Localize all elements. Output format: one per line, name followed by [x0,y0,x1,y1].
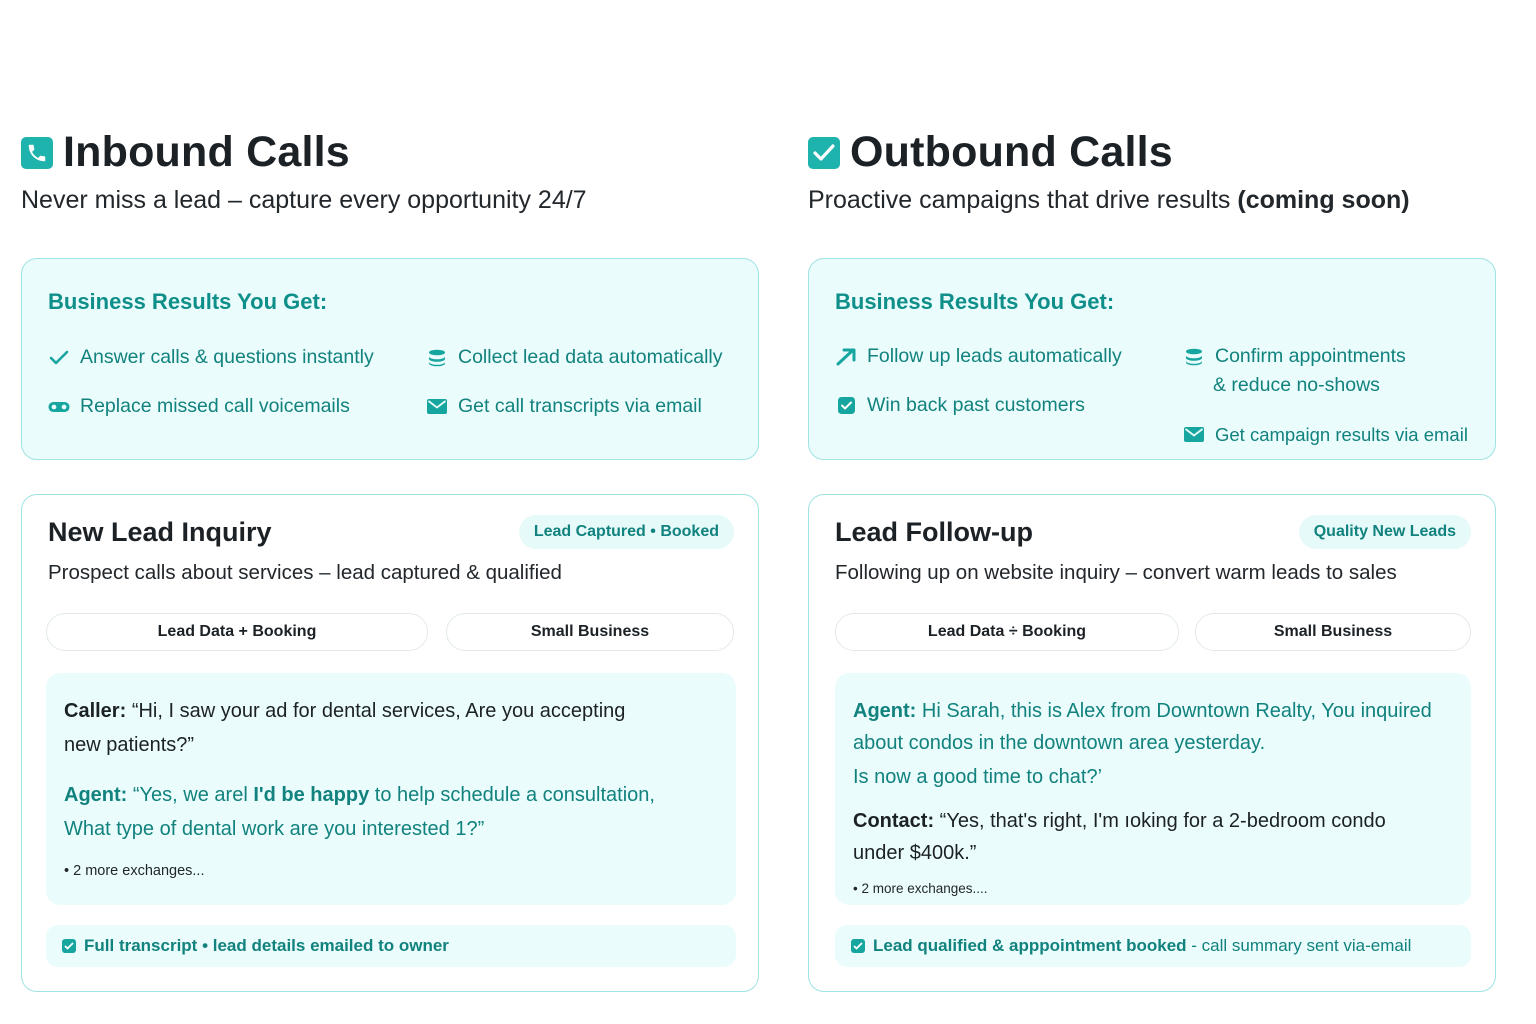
result-item: Get campaign results via email [1183,420,1468,449]
more-exchanges-link[interactable]: • 2 more exchanges.... [853,881,988,896]
mail-icon [1183,420,1205,449]
inbound-header [21,128,350,177]
result-item: Answer calls & questions instantly [48,343,374,372]
check-icon [48,343,70,372]
card-footer: Full transcript • lead details emailed to owner [46,925,736,967]
outbound-title: Outbound Calls [850,128,1173,176]
checkbox-icon [851,939,865,953]
database-icon [426,343,448,372]
conversation-line: under $400k.” [853,842,977,864]
voicemail-icon [48,392,70,421]
inbound-results-panel [21,258,759,460]
outbound-subtitle: Proactive campaigns that drive results (coming soon) [808,186,1410,214]
checkbox-icon [808,137,840,169]
result-item: Collect lead data automatically [426,343,722,372]
checkbox-icon [62,939,76,953]
card-footer: Lead qualified & apppointment booked - call summary sent via-email [835,925,1471,967]
conversation-line: What type of dental work are you interested 1?” [64,818,485,840]
status-badge: Quality New Leads [1299,515,1471,549]
result-item: Follow up leads automatically [835,342,1122,371]
card-description: Following up on website inquiry – convert warm leads to sales [835,561,1397,584]
result-item: Get call transcripts via email [426,392,702,421]
outbound-header [808,128,1173,177]
conversation-line: Agent: “Yes, we arel I'd be happy to help schedule a consultation, [64,784,655,806]
conversation-line: Agent: Hi Sarah, this is Alex from Downtown Realty, You inquired [853,700,1432,722]
result-item: Confirm appointments & reduce no-shows [1183,342,1406,400]
result-item: Replace missed call voicemails [48,392,350,421]
example-call-card[interactable] [808,494,1496,992]
tag-pill[interactable]: Lead Data + Booking [46,613,428,651]
card-title: Lead Follow-up [835,517,1033,547]
status-badge: Lead Captured • Booked [519,515,734,549]
phone-icon [21,137,53,169]
result-item: Win back past customers [835,391,1085,420]
card-description: Prospect calls about services – lead captured & qualified [48,561,562,584]
more-exchanges-link[interactable]: • 2 more exchanges... [64,863,205,879]
database-icon [1183,342,1205,371]
inbound-title: Inbound Calls [63,128,350,176]
mail-icon [426,392,448,421]
card-title: New Lead Inquiry [48,517,272,547]
conversation-panel [835,673,1471,905]
conversation-line: Is now a good time to chat?’ [853,766,1103,788]
checkbox-icon [835,391,857,420]
tag-pill[interactable]: Lead Data ÷ Booking [835,613,1179,651]
example-call-card[interactable] [21,494,759,992]
conversation-line: Caller: “Hi, I saw your ad for dental services, Are you accepting [64,700,626,722]
trend-up-icon [835,342,857,371]
outbound-results-panel [808,258,1496,460]
conversation-line: about condos in the downtown area yesterday. [853,732,1266,754]
tag-pill[interactable]: Small Business [1195,613,1471,651]
inbound-subtitle: Never miss a lead – capture every opportunity 24/7 [21,186,587,214]
results-title: Business Results You Get: [835,289,1115,314]
conversation-line: Contact: “Yes, that's right, I'm ıoking for a 2-bedroom condo [853,810,1386,832]
results-title: Business Results You Get: [48,289,328,314]
conversation-line: new patients?” [64,734,195,756]
conversation-panel [46,673,736,905]
tag-pill[interactable]: Small Business [446,613,734,651]
